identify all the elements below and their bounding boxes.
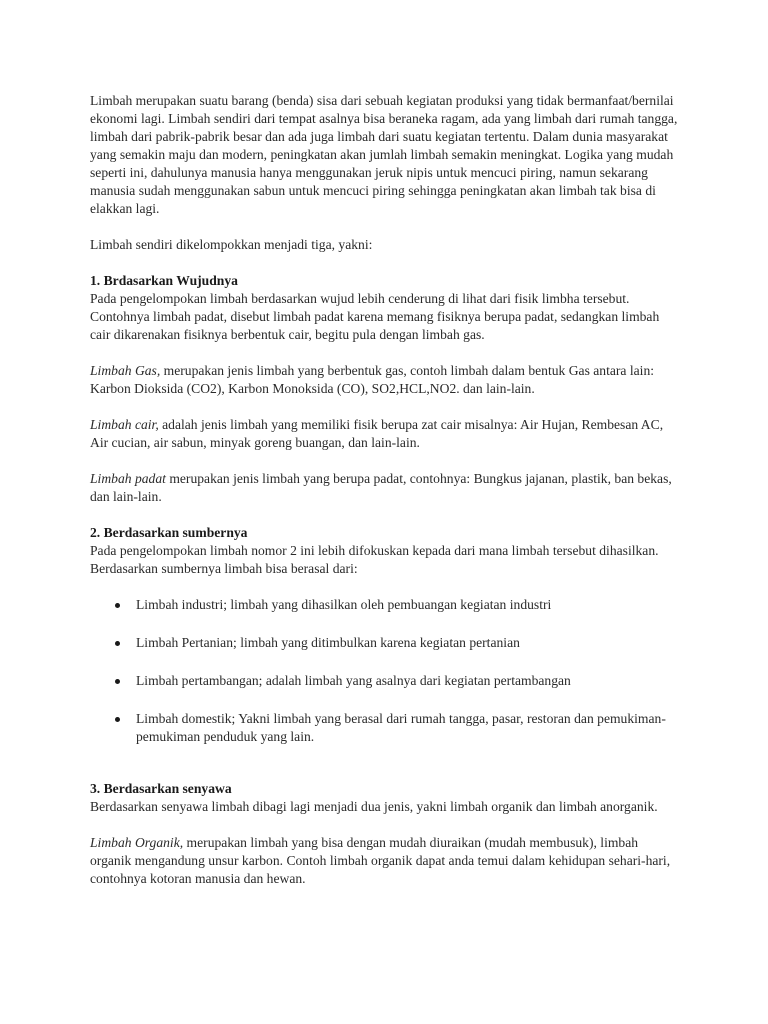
document-body [90,92,680,888]
list-item-text: Limbah pertambangan; adalah limbah yang asalnya dari kegiatan pertambangan [136,673,571,688]
limbah-organik-term: Limbah Organik, [90,835,184,850]
limbah-gas-paragraph [90,362,680,398]
grouping-intro: Limbah sendiri dikelompokkan menjadi tiga, yakni: [90,237,373,252]
limbah-padat-paragraph [90,470,680,506]
source-list [90,596,680,746]
limbah-padat-text: merupakan jenis limbah yang berupa padat, contohnya: Bungkus jajanan, plastik, ban bekas, dan lain-lain. [90,471,672,504]
limbah-organik-paragraph [90,834,680,888]
section-3-heading: 3. Berdasarkan senyawa [90,781,232,796]
list-item [90,672,680,690]
bullet-icon [115,679,120,684]
limbah-gas-text: merupakan jenis limbah yang berbentuk gas, contoh limbah dalam bentuk Gas antara lain: Karbon Dioksida (CO2), Karbon Monoksida (CO), SO2,HCL,NO2. dan lain-lain. [90,363,655,396]
list-item-text: Limbah Pertanian; limbah yang ditimbulkan karena kegiatan pertanian [136,635,520,650]
list-item-text: Limbah domestik; Yakni limbah yang berasal dari rumah tangga, pasar, restoran dan pemukiman-pemukiman penduduk yang lain. [136,711,666,744]
list-item [90,596,680,614]
section-3-body: Berdasarkan senyawa limbah dibagi lagi menjadi dua jenis, yakni limbah organik dan limbah anorganik. [90,799,658,814]
list-item [90,634,680,652]
bullet-icon [115,603,120,608]
bullet-icon [115,641,120,646]
section-2-heading: 2. Berdasarkan sumbernya [90,525,248,540]
limbah-padat-term: Limbah padat [90,471,166,486]
list-item [90,710,680,746]
section-1-heading: 1. Brdasarkan Wujudnya [90,273,238,288]
intro-paragraph: Limbah merupakan suatu barang (benda) sisa dari sebuah kegiatan produksi yang tidak bermanfaat/bernilai ekonomi lagi. Limbah sendiri dari tempat asalnya bisa beraneka ragam, ada yang limbah dari rumah tangga, limbah dari pabrik-pabrik besar dan ada juga limbah dari suatu kegiatan tertentu. Dalam dunia masyarakat yang semakin maju dan modern, peningkatan akan jumlah limbah semakin meningkat. Logika yang mudah seperti ini, dahulunya manusia hanya menggunakan jeruk nipis untuk mencuci piring, namun sekarang manusia sudah menggunakan sabun untuk mencuci piring sehingga peningkatan akan limbah tak bisa di elakkan lagi. [90,93,678,216]
section-1-body: Pada pengelompokan limbah berdasarkan wujud lebih cenderung di lihat dari fisik limbha tersebut. Contohnya limbah padat, disebut limbah padat karena memang fisiknya berupa padat, sedangkan limbah cair dikarenakan fisiknya berbentuk cair, begitu pula dengan limbah gas. [90,291,660,342]
limbah-gas-term: Limbah Gas, [90,363,161,378]
limbah-cair-term: Limbah cair, [90,417,159,432]
limbah-cair-paragraph [90,416,680,452]
bullet-icon [115,717,120,722]
section-2-body: Pada pengelompokan limbah nomor 2 ini lebih difokuskan kepada dari mana limbah tersebut dihasilkan. Berdasarkan sumbernya limbah bisa berasal dari: [90,543,659,576]
limbah-cair-text: adalah jenis limbah yang memiliki fisik berupa zat cair misalnya: Air Hujan, Rembesan AC, Air cucian, air sabun, minyak goreng buangan, dan lain-lain. [90,417,664,450]
limbah-organik-text: merupakan limbah yang bisa dengan mudah diuraikan (mudah membusuk), limbah organik mengandung unsur karbon. Contoh limbah organik dapat anda temui dalam kehidupan sehari-hari, contohnya kotoran manusia dan hewan. [90,835,671,886]
list-item-text: Limbah industri; limbah yang dihasilkan oleh pembuangan kegiatan industri [136,597,552,612]
